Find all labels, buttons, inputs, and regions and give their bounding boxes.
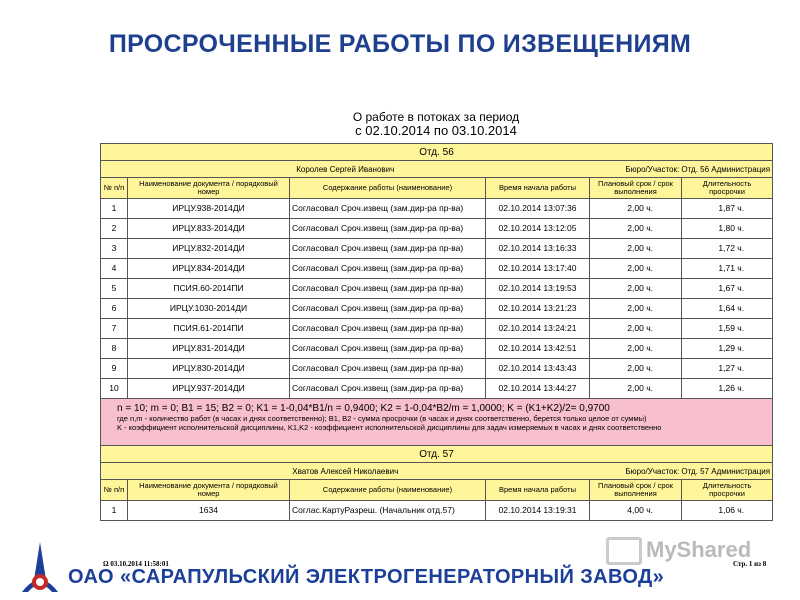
document-number: ИРЦУ.830-2014ДИ — [128, 359, 290, 379]
column-header-row — [101, 480, 773, 501]
col-document-header: Наименование документа / порядковый номер — [128, 480, 290, 501]
document-number: ИРЦУ.832-2014ДИ — [128, 239, 290, 259]
start-time: 02.10.2014 13:16:33 — [486, 239, 590, 259]
start-time: 02.10.2014 13:17:40 — [486, 259, 590, 279]
planned-duration: 2,00 ч. — [590, 259, 682, 279]
company-logo-icon — [16, 540, 64, 596]
document-number: ИРЦУ.938-2014ДИ — [128, 199, 290, 219]
report-heading — [100, 110, 772, 138]
col-document-header: Наименование документа / порядковый номер — [128, 178, 290, 199]
table-row — [101, 199, 773, 219]
delay-duration: 1,27 ч. — [682, 359, 773, 379]
start-time: 02.10.2014 13:44:27 — [486, 379, 590, 399]
department-header — [101, 446, 773, 463]
table-row — [101, 279, 773, 299]
delay-duration: 1,29 ч. — [682, 339, 773, 359]
delay-duration: 1,64 ч. — [682, 299, 773, 319]
row-number: 6 — [101, 299, 128, 319]
start-time: 02.10.2014 13:43:43 — [486, 359, 590, 379]
work-content: Согласовал Сроч.извещ (зам.дир-ра пр-ва) — [290, 279, 486, 299]
planned-duration: 2,00 ч. — [590, 219, 682, 239]
table-row — [101, 319, 773, 339]
planned-duration: 2,00 ч. — [590, 299, 682, 319]
document-number: ИРЦУ.833-2014ДИ — [128, 219, 290, 239]
company-name: ОАО «САРАПУЛЬСКИЙ ЭЛЕКТРОГЕНЕРАТОРНЫЙ ЗАВОД» — [68, 566, 665, 588]
start-time: 02.10.2014 13:07:36 — [486, 199, 590, 219]
footer-timestamp: Ω 03.10.2014 11:58:01 — [103, 560, 169, 568]
planned-duration: 2,00 ч. — [590, 239, 682, 259]
col-delay-header: Длительность просрочки — [682, 480, 773, 501]
row-number: 2 — [101, 219, 128, 239]
delay-duration: 1,59 ч. — [682, 319, 773, 339]
planned-duration: 2,00 ч. — [590, 379, 682, 399]
department-name: Отд. 57 — [101, 446, 773, 463]
watermark-presentation-icon — [606, 537, 642, 565]
summary-formula: n = 10; m = 0; B1 = 15; B2 = 0; K1 = 1-0,04*B1/n = 0,9400; K2 = 1-0,04*B2/m = 1,0000; K = (K1+K2)/2= 0,9700 — [117, 403, 610, 414]
summary-note: где n,m - количество работ (в часах и днях соответственно); B1, B2 - сумма просрочки (в часах и днях соответственно, берется только целое от суммы) — [117, 414, 647, 423]
delay-duration: 1,67 ч. — [682, 279, 773, 299]
col-start-time-header: Время начала работы — [486, 178, 590, 199]
col-number-header: № п/п — [101, 178, 128, 199]
delay-duration: 1,80 ч. — [682, 219, 773, 239]
start-time: 02.10.2014 13:12:05 — [486, 219, 590, 239]
start-time: 02.10.2014 13:24:21 — [486, 319, 590, 339]
delay-duration: 1,71 ч. — [682, 259, 773, 279]
delay-duration: 1,72 ч. — [682, 239, 773, 259]
department-name: Отд. 56 — [101, 144, 773, 161]
planned-duration: 2,00 ч. — [590, 339, 682, 359]
col-number-header: № п/п — [101, 480, 128, 501]
col-delay-header: Длительность просрочки — [682, 178, 773, 199]
document-number: ПСИЯ.61-2014ПИ — [128, 319, 290, 339]
column-header-row — [101, 178, 773, 199]
table-row — [101, 219, 773, 239]
summary-block — [101, 399, 773, 446]
document-number: ИРЦУ.937-2014ДИ — [128, 379, 290, 399]
work-content: Согласовал Сроч.извещ (зам.дир-ра пр-ва) — [290, 199, 486, 219]
start-time: 02.10.2014 13:21:23 — [486, 299, 590, 319]
person-header — [101, 161, 773, 178]
document-number: ИРЦУ.831-2014ДИ — [128, 339, 290, 359]
report-table — [100, 143, 773, 521]
summary-row — [101, 399, 773, 446]
summary-note: K - коэффициент исполнительской дисциплины, K1,K2 - коэффициент исполнительской дисциплины для задач измеряемых в часах и днях соответственно — [117, 422, 662, 432]
department-header — [101, 144, 773, 161]
row-number: 5 — [101, 279, 128, 299]
work-content: Согласовал Сроч.извещ (зам.дир-ра пр-ва) — [290, 359, 486, 379]
person-header — [101, 463, 773, 480]
planned-duration: 2,00 ч. — [590, 199, 682, 219]
watermark — [606, 537, 751, 565]
row-number: 9 — [101, 359, 128, 379]
document-number: ИРЦУ.1030-2014ДИ — [128, 299, 290, 319]
row-number: 10 — [101, 379, 128, 399]
bureau-label: Бюро/Участок: Отд. 57 Администрация — [590, 463, 773, 480]
row-number: 3 — [101, 239, 128, 259]
table-row — [101, 359, 773, 379]
delay-duration: 1,87 ч. — [682, 199, 773, 219]
report-heading-line1: О работе в потоках за период — [352, 110, 520, 124]
document-number: ИРЦУ.834-2014ДИ — [128, 259, 290, 279]
person-name: Хватов Алексей Николаевич — [101, 463, 590, 480]
col-start-time-header: Время начала работы — [486, 480, 590, 501]
work-content: Согласовал Сроч.извещ (зам.дир-ра пр-ва) — [290, 299, 486, 319]
work-content: Согласовал Сроч.извещ (зам.дир-ра пр-ва) — [290, 339, 486, 359]
slide-title: ПРОСРОЧЕННЫЕ РАБОТЫ ПО ИЗВЕЩЕНИЯМ — [108, 30, 692, 58]
start-time: 02.10.2014 13:19:53 — [486, 279, 590, 299]
col-plan-header: Плановый срок / срок выполнения — [590, 480, 682, 501]
table-row — [101, 339, 773, 359]
work-content: Согласовал Сроч.извещ (зам.дир-ра пр-ва) — [290, 379, 486, 399]
watermark-text: MyShared — [646, 537, 752, 562]
work-content: Согласовал Сроч.извещ (зам.дир-ра пр-ва) — [290, 239, 486, 259]
person-name: Королев Сергей Иванович — [101, 161, 590, 178]
col-plan-header: Плановый срок / срок выполнения — [590, 178, 682, 199]
work-content: Согласовал Сроч.извещ (зам.дир-ра пр-ва) — [290, 219, 486, 239]
work-content: Согласовал Сроч.извещ (зам.дир-ра пр-ва) — [290, 259, 486, 279]
row-number: 1 — [101, 501, 128, 521]
row-number: 4 — [101, 259, 128, 279]
document-number: 1634 — [128, 501, 290, 521]
report-heading-line2: с 02.10.2014 по 03.10.2014 — [355, 123, 517, 138]
footer-page-number: Стр. 1 из 8 — [733, 560, 767, 568]
delay-duration: 1,26 ч. — [682, 379, 773, 399]
start-time: 02.10.2014 13:42:51 — [486, 339, 590, 359]
bureau-label: Бюро/Участок: Отд. 56 Администрация — [590, 161, 773, 178]
row-number: 1 — [101, 199, 128, 219]
document-number: ПСИЯ.60-2014ПИ — [128, 279, 290, 299]
work-content: Согласовал Сроч.извещ (зам.дир-ра пр-ва) — [290, 319, 486, 339]
planned-duration: 2,00 ч. — [590, 279, 682, 299]
table-row — [101, 379, 773, 399]
planned-duration: 2,00 ч. — [590, 359, 682, 379]
table-row — [101, 501, 773, 521]
planned-duration: 4,00 ч. — [590, 501, 682, 521]
start-time: 02.10.2014 13:19:31 — [486, 501, 590, 521]
row-number: 8 — [101, 339, 128, 359]
col-content-header: Содержание работы (наименование) — [290, 480, 486, 501]
delay-duration: 1,06 ч. — [682, 501, 773, 521]
work-content: Соглас.КартуРазреш. (Начальник отд.57) — [290, 501, 486, 521]
table-row — [101, 239, 773, 259]
table-row — [101, 299, 773, 319]
table-row — [101, 259, 773, 279]
row-number: 7 — [101, 319, 128, 339]
planned-duration: 2,00 ч. — [590, 319, 682, 339]
col-content-header: Содержание работы (наименование) — [290, 178, 486, 199]
